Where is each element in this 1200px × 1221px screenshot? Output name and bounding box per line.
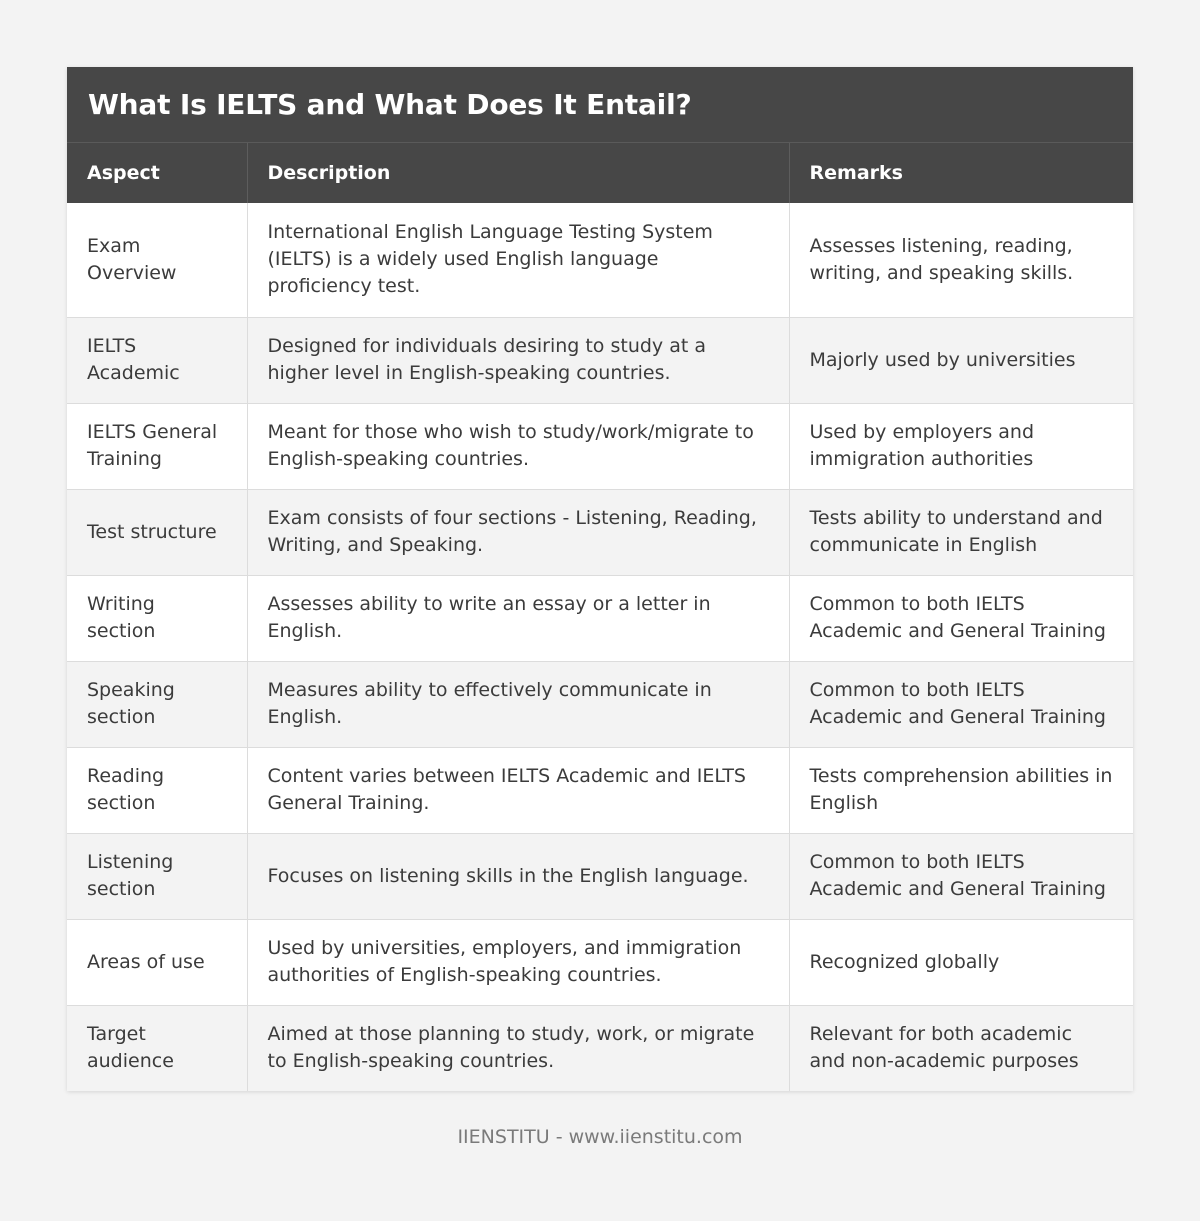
cell-description: Used by universities, employers, and immigration authorities of English-speaking countries.: [247, 919, 789, 1005]
cell-description: Measures ability to effectively communicate in English.: [247, 661, 789, 747]
table-title-bar: [67, 67, 1133, 143]
cell-remarks: Common to both IELTS Academic and General Training: [789, 833, 1133, 919]
cell-description: Exam consists of four sections - Listening, Reading, Writing, and Speaking.: [247, 489, 789, 575]
table-row: [67, 919, 1133, 1005]
ielts-table: [67, 143, 1133, 1091]
table-row: [67, 661, 1133, 747]
table-row: [67, 833, 1133, 919]
cell-aspect: Listening section: [67, 833, 247, 919]
cell-aspect: Test structure: [67, 489, 247, 575]
cell-remarks: Common to both IELTS Academic and General Training: [789, 661, 1133, 747]
cell-aspect: IELTS Academic: [67, 317, 247, 403]
cell-remarks: Used by employers and immigration authorities: [789, 403, 1133, 489]
cell-remarks: Recognized globally: [789, 919, 1133, 1005]
cell-description: International English Language Testing System (IELTS) is a widely used English language proficiency test.: [247, 203, 789, 317]
cell-aspect: Target audience: [67, 1005, 247, 1091]
cell-description: Designed for individuals desiring to study at a higher level in English-speaking countries.: [247, 317, 789, 403]
cell-aspect: Exam Overview: [67, 203, 247, 317]
table-row: [67, 575, 1133, 661]
cell-description: Content varies between IELTS Academic and IELTS General Training.: [247, 747, 789, 833]
footer-credit: IIENSTITU - www.iienstitu.com: [457, 1126, 743, 1148]
header-row: [67, 143, 1133, 203]
table-row: [67, 489, 1133, 575]
cell-description: Meant for those who wish to study/work/migrate to English-speaking countries.: [247, 403, 789, 489]
table-row: [67, 1005, 1133, 1091]
cell-remarks: Tests ability to understand and communicate in English: [789, 489, 1133, 575]
table-body: [67, 203, 1133, 1091]
cell-aspect: Writing section: [67, 575, 247, 661]
cell-remarks: Tests comprehension abilities in English: [789, 747, 1133, 833]
cell-remarks: Relevant for both academic and non-academic purposes: [789, 1005, 1133, 1091]
cell-description: Aimed at those planning to study, work, or migrate to English-speaking countries.: [247, 1005, 789, 1091]
cell-aspect: Reading section: [67, 747, 247, 833]
cell-description: Assesses ability to write an essay or a letter in English.: [247, 575, 789, 661]
cell-aspect: IELTS General Training: [67, 403, 247, 489]
table-row: [67, 317, 1133, 403]
cell-remarks: Majorly used by universities: [789, 317, 1133, 403]
table-row: [67, 747, 1133, 833]
table-header: [67, 143, 1133, 203]
ielts-table-card: [67, 67, 1133, 1091]
column-header-description: Description: [247, 143, 789, 203]
cell-aspect: Speaking section: [67, 661, 247, 747]
cell-aspect: Areas of use: [67, 919, 247, 1005]
column-header-remarks: Remarks: [789, 143, 1133, 203]
table-row: [67, 403, 1133, 489]
table-row: [67, 203, 1133, 317]
column-header-aspect: Aspect: [67, 143, 247, 203]
cell-remarks: Assesses listening, reading, writing, and speaking skills.: [789, 203, 1133, 317]
cell-description: Focuses on listening skills in the English language.: [247, 833, 789, 919]
cell-remarks: Common to both IELTS Academic and General Training: [789, 575, 1133, 661]
page-title: What Is IELTS and What Does It Entail?: [88, 88, 692, 121]
